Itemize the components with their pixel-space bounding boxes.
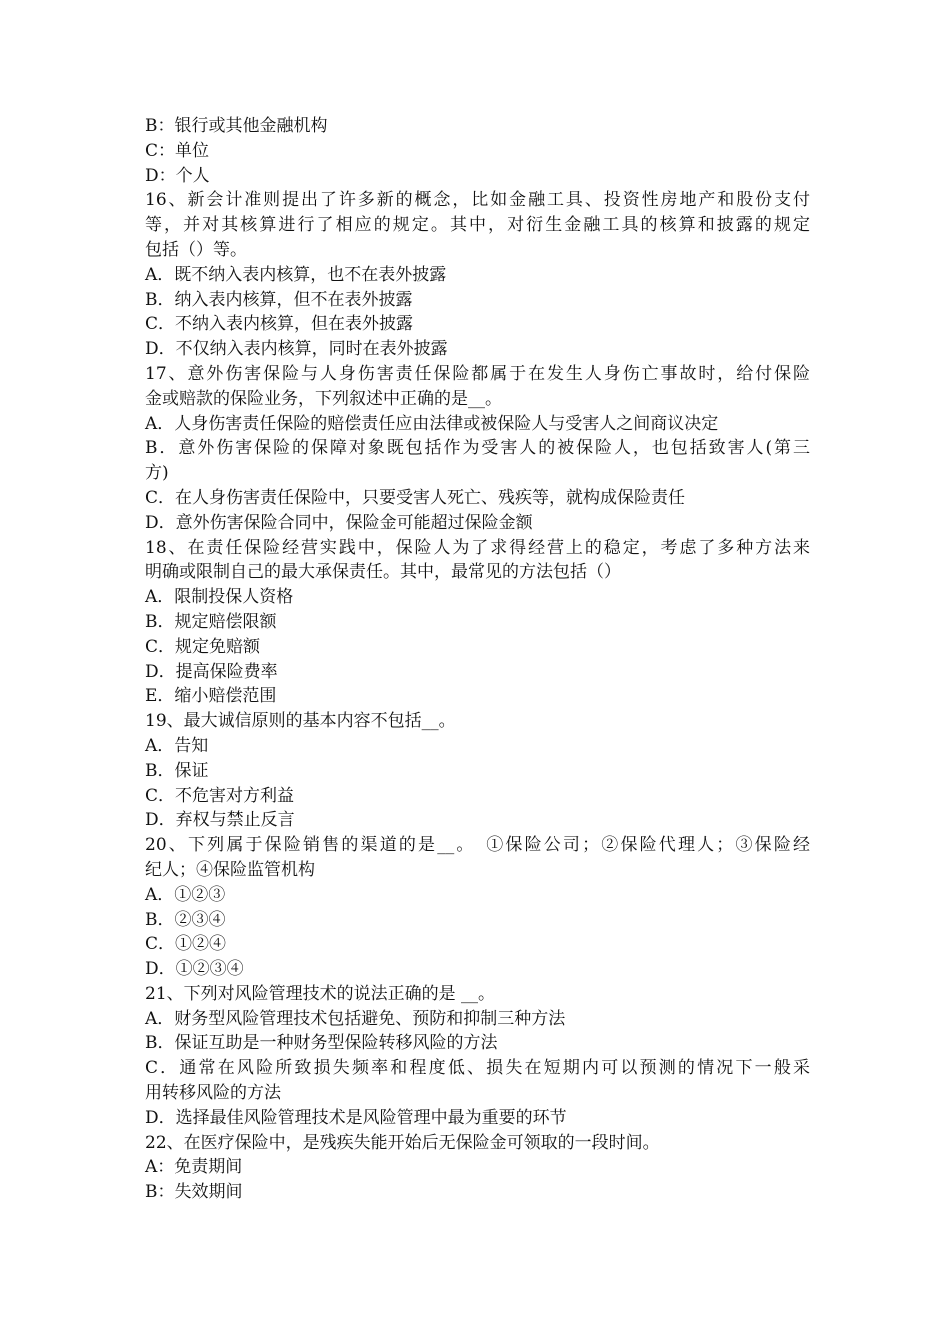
question-line: 22、在医疗保险中，是残疾失能开始后无保险金可领取的一段时间。 [145,1132,660,1153]
option-line: D．提高保险费率 [145,661,278,682]
question-line: 等，并对其核算进行了相应的规定。其中，对衍生金融工具的核算和披露的规定 [145,215,810,236]
option-line: C．不纳入表内核算，但在表外披露 [145,314,414,335]
option-line: B．规定赔偿限额 [145,611,277,632]
option-line: A．告知 [145,735,209,756]
question-line: 18、在责任保险经营实践中，保险人为了求得经营上的稳定，考虑了多种方法来 [145,537,810,558]
option-line: C．规定免赔额 [145,636,261,657]
option-line: A．财务型风险管理技术包括避免、预防和抑制三种方法 [145,1008,566,1029]
question-line: 纪人；④保险监管机构 [145,859,315,880]
option-line: D．选择最佳风险管理技术是风险管理中最为重要的环节 [145,1107,567,1128]
question-line: 16、新会计准则提出了许多新的概念，比如金融工具、投资性房地产和股份支付 [145,190,810,211]
option-line: A．既不纳入表内核算，也不在表外披露 [145,264,447,285]
option-line: C：单位 [145,140,210,161]
option-line: D．意外伤害保险合同中，保险金可能超过保险金额 [145,512,533,533]
option-line: D．不仅纳入表内核算，同时在表外披露 [145,339,448,360]
question-line: 17、意外伤害保险与人身伤害责任保险都属于在发生人身伤亡事故时，给付保险 [145,363,810,384]
option-line: 方) [145,463,169,484]
question-line: 21、下列对风险管理技术的说法正确的是 __。 [145,983,496,1004]
question-line: 包括（）等。 [145,239,247,260]
option-line: A．人身伤害责任保险的赔偿责任应由法律或被保险人与受害人之间商议决定 [145,413,719,434]
option-line: B：银行或其他金融机构 [145,116,328,136]
option-line: 用转移风险的方法 [145,1083,281,1104]
option-line: C．不危害对方利益 [145,785,295,806]
option-line: A．①②③ [145,884,226,905]
option-line: B．意外伤害保险的保障对象既包括作为受害人的被保险人，也包括致害人(第三 [145,438,810,459]
option-line: A．限制投保人资格 [145,587,294,608]
option-line: C．①②④ [145,934,227,955]
option-line: D．①②③④ [145,959,244,980]
option-line: C．在人身伤害责任保险中，只要受害人死亡、残疾等，就构成保险责任 [145,487,686,508]
question-line: 20、下列属于保险销售的渠道的是__。 ①保险公司；②保险代理人；③保险经 [145,835,810,856]
option-line: B：失效期间 [145,1182,243,1203]
option-line: E．缩小赔偿范围 [145,686,277,707]
option-line: B．②③④ [145,909,226,930]
option-line: D．弃权与禁止反言 [145,810,295,831]
option-line: A：免责期间 [145,1157,243,1178]
document-text [145,114,810,1205]
question-line: 19、最大诚信原则的基本内容不包括__。 [145,711,456,732]
option-line: B．纳入表内核算，但不在表外披露 [145,289,413,310]
option-line: D：个人 [145,165,210,186]
option-line: C．通常在风险所致损失频率和程度低、损失在短期内可以预测的情况下一般采 [145,1058,810,1079]
option-line: B．保证互助是一种财务型保险转移风险的方法 [145,1033,498,1054]
option-line: B．保证 [145,760,209,781]
question-line: 明确或限制自己的最大承保责任。其中，最常见的方法包括（） [145,562,621,583]
question-line: 金或赔款的保险业务，下列叙述中正确的是__。 [145,388,502,409]
